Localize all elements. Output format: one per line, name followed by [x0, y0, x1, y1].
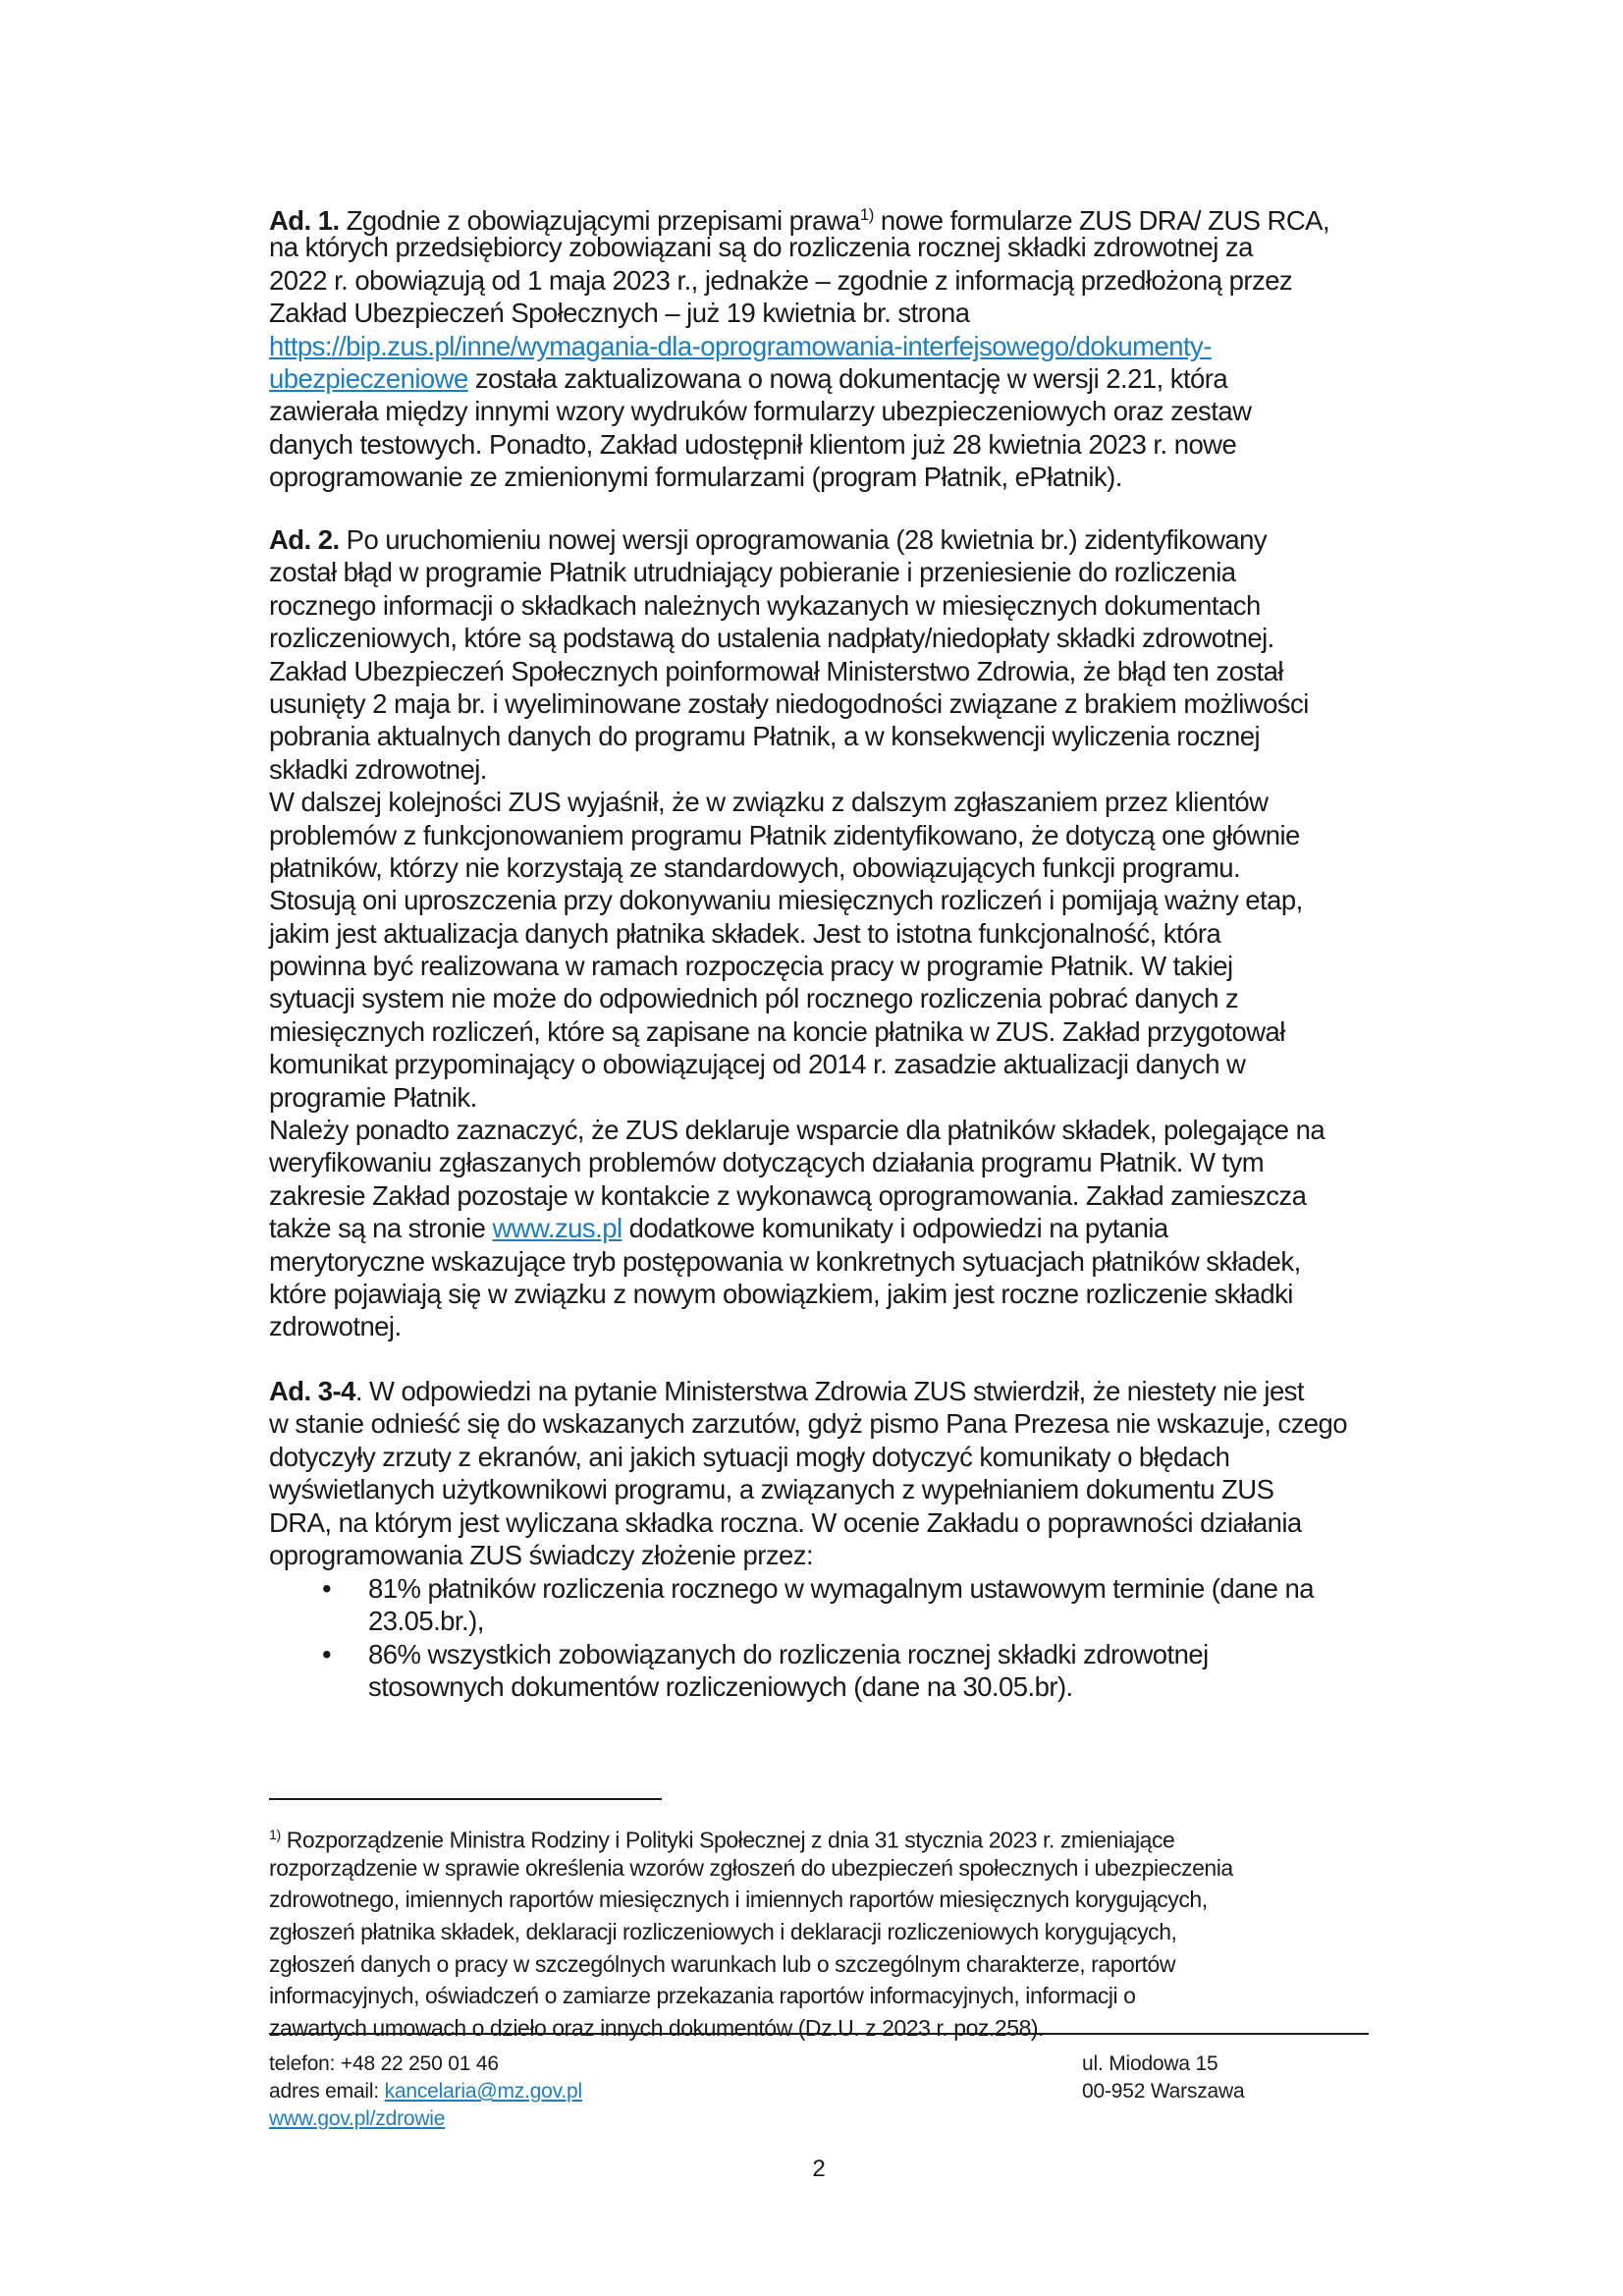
text-run: jakim jest aktualizacja danych płatnika składek. Jest to istotna funkcjonalność, która: [269, 917, 1221, 949]
email-link[interactable]: kancelaria@mz.gov.pl: [384, 2080, 582, 2103]
text-line: [269, 720, 1325, 752]
text-line: [269, 264, 1329, 297]
footnote-ref: 1): [859, 205, 874, 224]
text-run: zdrowotnej.: [269, 1311, 402, 1342]
bullet-line: [269, 1605, 1314, 1637]
text-run: telefon: +48 22 250 01 46: [269, 2052, 499, 2075]
text-line: [269, 1916, 1233, 1948]
text-run: 81% płatników rozliczenia rocznego w wymagalnym ustawowym terminie (dane na: [368, 1573, 1314, 1604]
text-line: [269, 2012, 1233, 2045]
text-line: [269, 851, 1325, 884]
text-line: [269, 1407, 1347, 1440]
text-run: płatników, którzy nie korzystają ze standardowych, obowiązujących funkcji programu.: [269, 851, 1241, 883]
text-line: [269, 556, 1325, 588]
text-line: [269, 1179, 1325, 1212]
text-run: 2022 r. obowiązują od 1 maja 2023 r., jednakże – zgodnie z informacją przedłożoną przez: [269, 264, 1293, 296]
text-run: adres email:: [269, 2080, 385, 2103]
text-run: Ad. 3-4: [269, 1376, 355, 1406]
text-run: zgłoszeń płatnika składek, deklaracji rozliczeniowych i deklaracji rozliczeniowych korygujących,: [269, 1919, 1177, 1945]
text-run: Zakład Ubezpieczeń Społecznych poinformował Ministerstwo Zdrowia, że błąd ten został: [269, 655, 1283, 686]
text-line: [269, 655, 1325, 687]
text-line: [269, 395, 1329, 427]
text-line: [269, 1441, 1347, 1473]
text-line: [269, 231, 1329, 263]
paragraph-ad-3-4: [269, 1375, 1347, 1571]
text-line: [269, 1980, 1233, 2012]
bullet-line: [269, 1638, 1314, 1670]
text-run: zawierała między innymi wzory wydruków formularzy ubezpieczeniowych oraz zestaw: [269, 396, 1252, 427]
text-run: zgłoszeń danych o pracy w szczególnych warunkach lub o szczególnym charakterze, raportów: [269, 1950, 1176, 1977]
text-line: [269, 297, 1329, 329]
footer-border-line: [269, 2033, 1369, 2035]
bip-zus-link-continued[interactable]: ubezpieczeniowe: [269, 362, 468, 394]
zus-website-link[interactable]: www.zus.pl: [492, 1213, 622, 1244]
text-run: Stosują oni uproszczenia przy dokonywaniu miesięcznych rozliczeń i pomijają ważny etap,: [269, 885, 1303, 916]
text-run: Zgodnie z obowiązującymi przepisami prawa: [339, 205, 860, 237]
text-line: [269, 753, 1325, 786]
text-run: Ad. 1.: [269, 205, 340, 237]
text-run: na których przedsiębiorcy zobowiązani są do rozliczenia rocznej składki zdrowotnej za: [269, 232, 1253, 263]
text-line: [269, 1473, 1347, 1505]
text-line: [269, 1852, 1233, 1885]
text-run: nowe formularze ZUS DRA/ ZUS RCA,: [873, 205, 1330, 237]
text-line: [269, 2105, 582, 2133]
text-run: Rozporządzenie Ministra Rodziny i Polityki Społecznej z dnia 31 stycznia 2023 r. zmieniające: [280, 1827, 1175, 1853]
bullet-line: [269, 1670, 1314, 1703]
text-run: weryfikowaniu zgłaszanych problemów dotyczących działania programu Płatnik. W tym: [269, 1147, 1265, 1178]
text-line: [269, 1539, 1347, 1571]
text-run: zawartych umowach o dzieło oraz innych dokumentów (Dz.U. z 2023 r. poz.258).: [269, 2015, 1045, 2042]
ministry-website-link[interactable]: www.gov.pl/zdrowie: [269, 2107, 446, 2130]
footnote: [269, 1820, 1233, 2045]
bullet-line: [269, 1572, 1314, 1605]
text-line: [269, 819, 1325, 851]
footer-city: 00-952 Warszawa: [1082, 2080, 1245, 2103]
footnote-marker: 1): [269, 1828, 281, 1843]
text-line: [269, 1884, 1233, 1916]
text-run: w stanie odnieść się do wskazanych zarzutów, gdyż pismo Pana Prezesa nie wskazuje, czego: [269, 1408, 1348, 1440]
text-line: [269, 982, 1325, 1014]
text-run: została zaktualizowana o nową dokumentację w wersji 2.21, która: [467, 362, 1228, 394]
text-line: [269, 917, 1325, 950]
footer-contact: [269, 2050, 582, 2133]
text-line: [269, 687, 1325, 720]
text-run: merytoryczne wskazujące tryb postępowania w konkretnych sytuacjach płatników składek,: [269, 1245, 1301, 1277]
text-line: [269, 2078, 582, 2105]
text-run: rocznego informacji o składkach należnych wykazanych w miesięcznych dokumentach: [269, 589, 1261, 621]
text-line: [269, 1146, 1325, 1178]
text-run: Zakład Ubezpieczeń Społecznych – już 19 kwietnia br. strona: [269, 298, 970, 329]
text-run: usunięty 2 maja br. i wyeliminowane zostały niedogodności związane z brakiem możliwości: [269, 687, 1309, 719]
text-line: [269, 786, 1325, 818]
text-line: [269, 428, 1329, 461]
text-run: zakresie Zakład pozostaje w kontakcie z wykonawcą oprogramowania. Zakład zamieszcza: [269, 1179, 1307, 1211]
text-line: [269, 461, 1329, 493]
text-line: [269, 1310, 1325, 1342]
text-run: składki zdrowotnej.: [269, 753, 487, 785]
text-run: pobrania aktualnych danych do programu Płatnik, a w konsekwencji wyliczenia rocznej: [269, 721, 1261, 752]
text-run: danych testowych. Ponadto, Zakład udostępnił klientom już 28 kwietnia 2023 r. nowe: [269, 428, 1237, 460]
text-line: [269, 1506, 1347, 1539]
text-line: [269, 1081, 1325, 1114]
text-run: został błąd w programie Płatnik utrudniający pobieranie i przeniesienie do rozliczenia: [269, 557, 1236, 588]
text-run: W dalszej kolejności ZUS wyjaśnił, że w związku z dalszym zgłaszaniem przez klientów: [269, 787, 1269, 818]
text-run: rozliczeniowych, które są podstawą do ustalenia nadpłaty/niedopłaty składki zdrowotnej.: [269, 623, 1274, 654]
paragraph-ad-1: [269, 198, 1329, 494]
text-run: sytuacji system nie może do odpowiednich pól rocznego rozliczenia pobrać danych z: [269, 983, 1239, 1014]
text-run: także są na stronie: [269, 1213, 493, 1244]
text-run: zdrowotnego, imiennych raportów miesięcznych i imiennych raportów miesięcznych korygujących,: [269, 1886, 1208, 1913]
text-run: 23.05.br.),: [368, 1606, 484, 1637]
text-run: problemów z funkcjonowaniem programu Płatnik zidentyfikowano, że dotyczą one głównie: [269, 819, 1300, 850]
text-line: [269, 1048, 1325, 1080]
text-run: powinna być realizowana w ramach rozpoczęcia pracy w programie Płatnik. W takiej: [269, 951, 1233, 982]
text-run: komunikat przypominający o obowiązującej od 2014 r. zasadzie aktualizacji danych w: [269, 1049, 1246, 1080]
text-run: programie Płatnik.: [269, 1081, 477, 1113]
text-run: które pojawiają się w związku z nowym obowiązkiem, jakim jest roczne rozliczenie składki: [269, 1278, 1293, 1309]
text-run: Ad. 2.: [269, 524, 340, 555]
text-line: [269, 1948, 1233, 1981]
text-run: miesięcznych rozliczeń, które są zapisane na koncie płatnika w ZUS. Zakład przygotował: [269, 1015, 1285, 1047]
text-line: [269, 622, 1325, 654]
text-run: oprogramowanie ze zmienionymi formularzami (program Płatnik, ePłatnik).: [269, 462, 1122, 493]
text-line: [269, 1015, 1325, 1048]
text-line: [269, 1278, 1325, 1310]
text-run: informacyjnych, oświadczeń o zamiarze przekazania raportów informacyjnych, informacji o: [269, 1983, 1136, 2009]
text-run: stosownych dokumentów rozliczeniowych (dane na 30.05.br).: [368, 1671, 1073, 1703]
text-run: . W odpowiedzi na pytanie Ministerstwa Zdrowia ZUS stwierdził, że niestety nie jest: [354, 1376, 1304, 1406]
text-line: [269, 330, 1329, 362]
bip-zus-link[interactable]: https://bip.zus.pl/inne/wymagania-dla-oprogramowania-interfejsowego/dokumenty-: [269, 330, 1212, 361]
text-run: wyświetlanych użytkownikowi programu, a związanych z wypełnianiem dokumentu ZUS: [269, 1474, 1274, 1505]
text-line: [269, 589, 1325, 622]
text-line: [269, 1375, 1347, 1407]
bullet-list: [269, 1572, 1314, 1704]
text-line: [269, 1114, 1325, 1146]
text-line: [269, 523, 1325, 556]
text-run: rozporządzenie w sprawie określenia wzorów zgłoszeń do ubezpieczeń społecznych i ubezpieczenia: [269, 1854, 1233, 1881]
text-line: [269, 1245, 1325, 1278]
text-line: [269, 1212, 1325, 1244]
text-line: [269, 884, 1325, 916]
text-line: [269, 2050, 582, 2078]
text-line: [269, 362, 1329, 395]
text-run: Należy ponadto zaznaczyć, że ZUS deklaruje wsparcie dla płatników składek, polegające na: [269, 1115, 1325, 1146]
text-run: DRA, na którym jest wyliczana składka roczna. W ocenie Zakładu o poprawności działania: [269, 1506, 1302, 1538]
text-run: Po uruchomieniu nowej wersji oprogramowania (28 kwietnia br.) zidentyfikowany: [339, 524, 1268, 555]
text-run: dodatkowe komunikaty i odpowiedzi na pytania: [622, 1213, 1168, 1244]
text-run: 86% wszystkich zobowiązanych do rozliczenia rocznej składki zdrowotnej: [368, 1638, 1209, 1669]
footer-address: [1082, 2050, 1244, 2105]
footer-street: ul. Miodowa 15: [1082, 2052, 1218, 2075]
text-line: [269, 950, 1325, 982]
footnote-separator-line: [269, 1798, 662, 1800]
text-line: [269, 1820, 1233, 1852]
text-run: dotyczyły zrzuty z ekranów, ani jakich sytuacji mogły dotyczyć komunikaty o błędach: [269, 1441, 1230, 1472]
page-number: 2: [812, 2156, 826, 2182]
bullet-marker: •: [322, 1573, 332, 1604]
text-run: oprogramowania ZUS świadczy złożenie przez:: [269, 1539, 814, 1570]
paragraph-ad-2: [269, 523, 1325, 1343]
text-line: [269, 198, 1330, 237]
bullet-marker: •: [322, 1638, 332, 1669]
